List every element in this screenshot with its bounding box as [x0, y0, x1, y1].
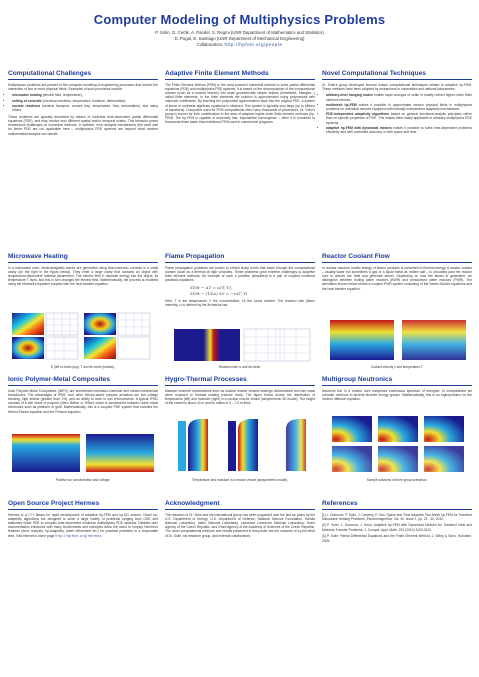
section-microwave-heating: [8, 253, 158, 289]
section-reactor-coolant: [322, 253, 472, 293]
figure-caption: Positive ion concentration and voltage.: [55, 478, 111, 482]
collaborators-line: [0, 42, 479, 47]
section-body: [8, 389, 158, 414]
reference-item: [2] P. Solin, L. Dubcova, J. Kruis: Adaptive hp-FEM with Dynamical Meshes for Transient Heat and Moisture Transfer Problems, J. Comput. Appl. Math. 233 (2010) 3103-3112.: [322, 523, 472, 532]
section-title: Ionic Polymer-Metal Composites: [8, 376, 158, 386]
authors-line-1: P. Solin, O. Certik, A. Pandel, S. Regmi (UNR Department of Mathematics and Statistics): [155, 30, 324, 35]
ionic-figure: [10, 432, 156, 479]
list-item: [326, 93, 472, 101]
section-title: Microwave Heating: [8, 253, 158, 263]
paragraph: Here, T is the temperature, Y the concentration, Le the Lewis number. The reaction rate (flame intensity) ω is defined by the Arrhenius law.: [165, 298, 315, 308]
collaborators-link[interactable]: http://hpfem.org/people: [224, 42, 283, 47]
equation-2: ∂Y/∂t − (1/Le) ΔY = −ω(T, Y).: [190, 290, 249, 296]
item-text: (neutron transport, coolant flow, temperature, flow, deformation), and many others.: [12, 103, 159, 113]
figure-caption: Temperature and moisture in a reactor vessel (axisymmetric model).: [191, 478, 288, 482]
section-title: Hygro-Thermal Processes: [165, 376, 315, 386]
section-title: Flame Propagation: [165, 253, 315, 263]
section-open-source-hermes: [8, 500, 158, 540]
paragraph: Multiphysics problems are present in the computer modeling of engineering processes that involve the interaction of two or more physical fields. Examples of such processes include:: [8, 82, 158, 91]
figure-caption: Coolant velocity v and temperature T.: [370, 365, 424, 369]
figure-caption: E (left to mesh (top), T and its mesh (bottom).: [50, 365, 116, 369]
item-text: makes it possible to approximate various physical fields in multiphysics problems on individual meshes equipped with mutually independent adaptivity mechanisms,: [326, 102, 472, 112]
section-flame-propagation: [165, 253, 315, 310]
section-body: [322, 83, 472, 135]
section-body: [322, 266, 472, 291]
reference-item: [1] L. Dubcova, P. Solin, J. Cerveny, P. Kus: Space and Time Adaptive Two-Mesh hp-FEM for Transient Microwave Heating Problems, Electromagnetics, Vol. 30, Issue 1, pp. 23 - 40, 2010.: [322, 512, 472, 521]
list-item: [12, 99, 158, 103]
item-bold: adaptive hp-FEM with dynamical meshes: [326, 125, 392, 130]
item-bold: PDE-independent adaptivity algorithms: [326, 112, 390, 117]
section-computational-challenges: [8, 70, 158, 138]
list-item: [12, 93, 158, 97]
section-body: [322, 513, 472, 543]
item-text: (electric field, temperature),: [41, 93, 83, 98]
section-acknowledgment: [165, 500, 315, 540]
flame-figure: [172, 327, 312, 368]
section-body: [165, 266, 315, 308]
bullet-list: [322, 93, 472, 134]
section-body: [165, 83, 315, 125]
reaction-rate-image: [172, 327, 312, 363]
reference-item: [3] P. Solin: Partial Differential Equations and the Finite Element Method, J. Wiley & Sons, Hoboken, 2005.: [322, 534, 472, 543]
item-text: makes it possible to solve time-dependent problems efficiently and with controlled accuracy in both space and time.: [326, 125, 472, 135]
figure-caption: Reaction rate ω and its mesh.: [218, 365, 262, 369]
section-body: [8, 266, 158, 287]
section-adaptive-fem: [165, 70, 315, 127]
section-title: Novel Computational Techniques: [322, 70, 472, 80]
equation-1: ∂T/∂t − ΔT = ω(T, Y),: [190, 284, 233, 290]
item-text: based on general functional-analytic principles rather than on specific properties of PDE. This makes them easily applicable to arbitrary multiphysics PDE systems,: [326, 112, 472, 125]
section-ionic-polymer: [8, 376, 158, 416]
section-title: Acknowledgment: [165, 500, 315, 510]
ion-concentration-image: [10, 432, 156, 474]
authors-line-2: D. Pugal, E. Santiago (UNR Department of Mechanical Engineering): [174, 36, 305, 41]
paragraph: In nuclear reactors, kinetic energy of fission products is converted to thermal energy. A reactor coolant – usually water but sometimes a gas or a liquid metal as molten salt – is circulated past the reactor core to absorb the heat and generate steam. Depending on how the steam is generated, we distinguish between boiling water reactors (BWR) and pressurized water reactors (PWR). The simulation shown below shows a coupled PWR system consisting of the Navier-Stokes equations and the heat transfer equation.: [322, 265, 472, 291]
list-item: [326, 112, 472, 125]
list-item: [326, 126, 472, 134]
section-title: References: [322, 500, 472, 510]
item-text: (chemical reactions, temperature, moisture, deformation),: [41, 98, 127, 103]
paragraph: [8, 513, 158, 538]
item-bold: multimesh hp-FEM: [326, 102, 357, 107]
section-body: [165, 513, 315, 538]
section-body: [165, 389, 315, 406]
item-bold: nuclear reactions: [12, 103, 41, 108]
paragraph: The research of Dr. Solin and his international group has been supported over the last six years by the U.S. Department of Energy, U.S. Department of Defense, National Science Foundation, Sandia National Laboratory, Idaho National Laboratory, Lawrence Livermore National Laboratory, Grant Agency of the Czech Republic, and Grant Agency of the Academy of Sciences of the Czech Republic. The novel computational methods and results presented in this poster are the outcome of a joint effort of Dr. Solin, his research group, and external collaborators.: [165, 512, 315, 538]
microwave-field-image: [10, 311, 156, 361]
reactor-vessel-image: [168, 415, 314, 475]
section-references: [322, 500, 472, 545]
section-body: [8, 513, 158, 538]
list-item: [326, 103, 472, 111]
section-hygro-thermal: [165, 376, 315, 408]
hygro-figure: [168, 415, 314, 480]
item-bold: arbitrary-level hanging nodes: [326, 93, 373, 98]
section-title: Computational Challenges: [8, 70, 158, 80]
list-item: [12, 104, 158, 112]
paragraph: The Finite Element Method (FEM) is the most powerful numerical method to solve partial differential equations (PDE) and multiphysics PDE systems. It is based on the decomposition of the computational domain (such as a nuclear reactor) into small geometrically simple objects (tetrahedra, triangles...) called finite elements. In the finite elements the solution is approximated using polynomials with unknown coefficients. By inserting the polynomial approximation back into the original PDE, a system of linear or nonlinear algebraic equations is obtained. This system is typically very large (up to billions of equations). Computers used for FEM computations often have thousands of processors. Dr. Solin's group is known for their contributions in the area of adaptive higher-order finite element methods (hp-FEM). The hp-FEM is capable of extremely fast, exponential convergence – often it is hundreds to thousands times faster than traditional FEM used in commercial programs.: [165, 82, 315, 125]
item-text: enable rapid changes of scale in locally refined higher-order finite element meshes,: [326, 93, 472, 102]
hermes-link[interactable]: http://hpfem.org/hermes.: [55, 533, 104, 538]
paragraph: Flame propagation problems are known to exhibit sharp fronts that travel through the computational domain (such as a thermal at high velocities. These problems pose extreme challenges to adaptive finite element methods. An example of such a problem (simplified) is a pair of coupled nonlinear parabolic equations: [165, 265, 315, 283]
paragraph: Ionic Polymer-Metal Composites (IMPC) are ionic/electro-mechano-chemical and electro-mechanical transducers. The advantages of IPMC over other electro-active polymer actuators are low voltage bending, high strains (greater than 1%), and an ability to work in wet environments. A typical IPMC consists of a thin sheet of polymer (often Nafion or Teflon) which is sandwiched between noble metal electrodes such as platinum or gold. Mathematically, this is a coupled PDE system that includes the Nernst-Planck equation and the Poisson equation.: [8, 388, 158, 414]
neutron-flux-image: [326, 412, 470, 474]
neutronics-figure: [326, 412, 470, 479]
paragraph: Massive concrete constructions such as nuclear reactor vessels undergo deformations and can crack when exposed to thermal loading (reactor heat). The figure below shows the distribution of temperature (left) and moisture (right) in a nuclear reactor vessel (axisymmetric 3D model). The height of the vessel is about 40 m and its radius is 5 – 7.5 m thick.: [165, 388, 315, 406]
section-title: Reactor Coolant Flow: [322, 253, 472, 263]
paragraph: Neutrons flux in a reactor core comprises continuous spectrum of energies. In computations we consider neutrons in several discrete energy groups. Mathematically, this is an eigenproblem for the neutron diffusion equation.: [322, 388, 472, 401]
item-bold: microwave heating: [12, 93, 42, 98]
section-novel-techniques: [322, 70, 472, 137]
section-body: [8, 83, 158, 136]
collaborators-label: Collaborators:: [196, 42, 224, 47]
paragraph: Dr. Solin's group developed several unique computational techniques related to adaptive hp-FEM. These methods have been adopted by researchers in universities and national laboratories:: [322, 82, 472, 91]
section-title: Multigroup Neutronics: [322, 376, 472, 386]
paragraph: These problems are typically described by means of nonlinear time-dependent partial differential equations (PDE), and may involve very different spatial and/or temporal scales. This behavior poses tremendous challenges on numerical methods. In addition, error analysis mechanisms (the work well for linear PDE are not applicable here – multiphysics PDE systems are beyond what modern mathematical analysis can handle.: [8, 114, 158, 136]
section-multigroup-neutronics: [322, 376, 472, 404]
paragraph: In a microwave oven, electromagnetic waves are generated using time-harmonic currents in a small cavity (on the right in the figure below). They enter a large cavity that contains an object with temperature-dependent material parameters. The electric field E deposits energy into the object, its temperature T rises, and this in turn changes the electric field. Mathematically, the process is modeled using the Maxwell's equation coupled with the heat transfer equation.: [8, 265, 158, 287]
poster-header: [0, 12, 479, 47]
section-body: [322, 389, 472, 402]
reactor-figure: [326, 318, 470, 367]
microwave-figure: [10, 311, 156, 366]
section-title: Open Source Project Hermes: [8, 500, 158, 510]
item-bold: setting of concrete: [12, 98, 42, 103]
figure-caption: Sample solutions of three group scenarios.: [366, 478, 428, 482]
coolant-flow-image: [326, 318, 470, 362]
bullet-list: [8, 93, 158, 112]
section-title: Adaptive Finite Element Methods: [165, 70, 315, 80]
poster-title: Computer Modeling of Multiphysics Problems: [93, 12, 386, 27]
paragraph-text: Hermes is a C++ library for rapid development of adaptive hp-FEM and hp-DG solvers. Novel hp-adaptivity algorithms are designed to solve a large variety of problems ranging from ODE and stationary linear PDE to complex time-dependent nonlinear multiphysics PDE systems. Detailed user documentation enhanced with many benchmarks and examples allow the users to employ Hermes's features (error analysis, hp-adaptivity, mesh refinement etc.) for practical problems in a reasonable time. Visit Hermes's home page: [8, 512, 158, 538]
